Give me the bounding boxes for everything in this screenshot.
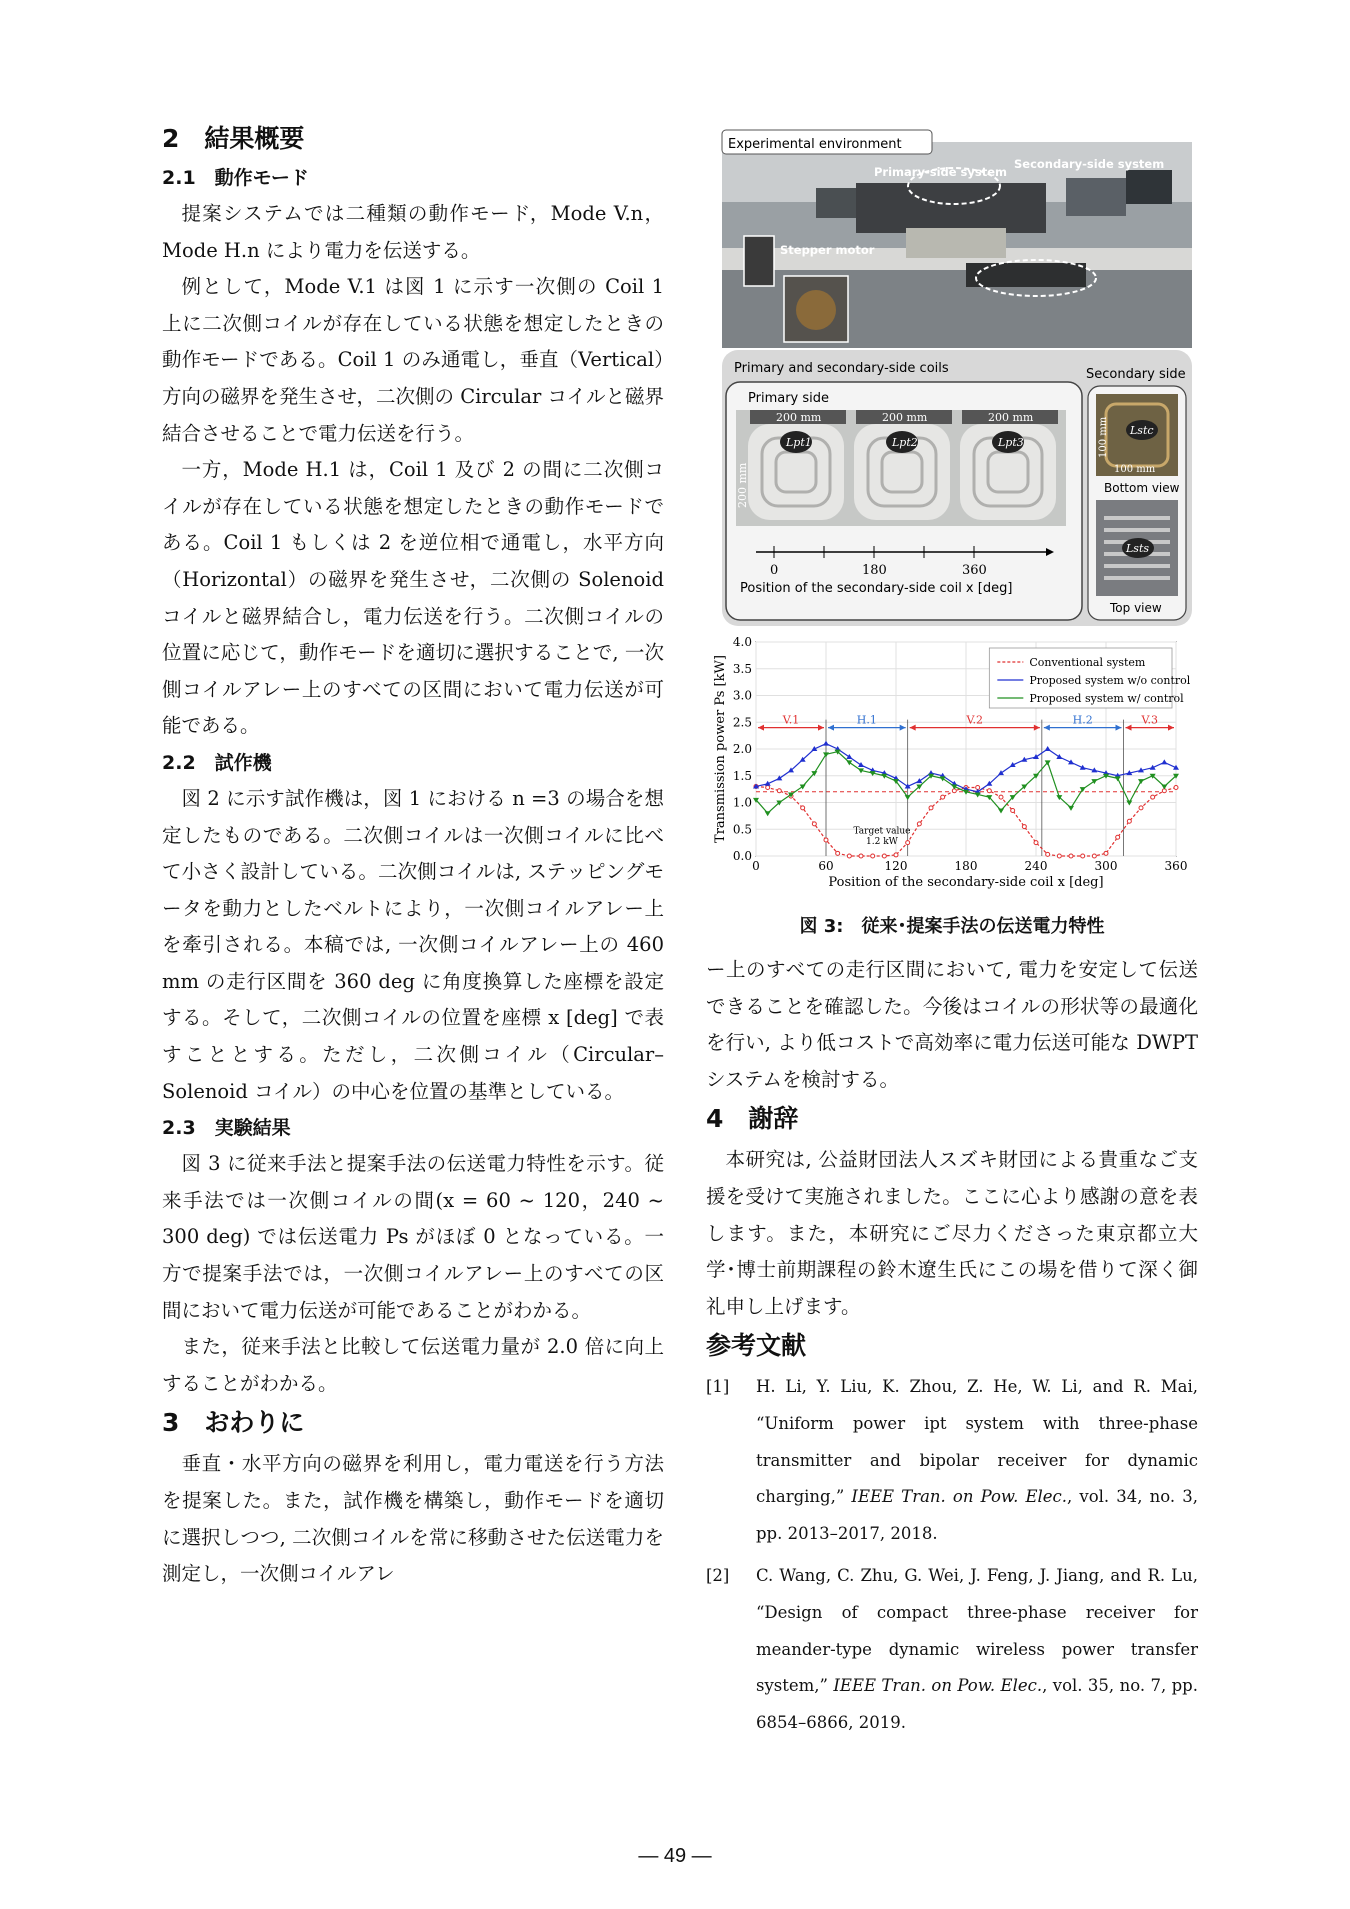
data-point: [1092, 854, 1096, 858]
coils-label: Primary and secondary-side coils: [734, 361, 949, 376]
data-point: [1151, 795, 1155, 799]
dim-1: 200 mm: [776, 411, 822, 424]
reference-1-details: , vol. 34, no. 3, pp. 2013–2017, 2018.: [756, 1487, 1198, 1543]
right-column: [706, 128, 1198, 1741]
dim-vertical: 200 mm: [736, 462, 749, 508]
data-point: [1116, 835, 1120, 839]
reference-1-authors: H. Li, Y. Liu, K. Zhou, Z. He, W. Li, and R. Mai, “Uniform power ipt system with three-phase transmitter and bipolar receiver for dynamic charging,”: [756, 1377, 1198, 1507]
lpt2-label: Lpt2: [892, 436, 918, 449]
y-tick-label: 1.0: [732, 795, 752, 810]
y-tick-label: 2.5: [732, 715, 752, 730]
reference-2-number: [2]: [706, 1566, 730, 1586]
section-4-title: 4 謝辞: [706, 1104, 799, 1134]
env-label: Experimental environment: [728, 137, 902, 152]
paragraph-prototype: 図 2 に示す試作機は，図 1 における n =3 の場合を想定したものである。二次側コイルは一次側コイルに比べて小さく設計している。二次側コイルは, ステッピングモータを動力としたベルトにより，一次側コイルアレー上を牽引される。本稿では, 一次側コイルアレー上の 460 mm の走行区間を 360 deg に角度換算した座標を設定する。そして，二次側コイルの位置を座標 x [deg] で表すこととする。ただし，二次側コイル（Circular–Solenoid コイル）の中心を位置の基準としている。: [162, 786, 664, 1103]
figure-2: [706, 128, 1198, 630]
legend-entry: Proposed system w/o control: [1029, 674, 1191, 687]
section-3-title: 3 おわりに: [162, 1408, 305, 1438]
data-point: [812, 822, 816, 826]
y-tick-label: 3.0: [732, 688, 752, 703]
figure-3-caption: 図 3: 従来･提案手法の伝送電力特性: [799, 916, 1105, 937]
axis-0: 0: [770, 563, 779, 578]
data-point: [917, 822, 921, 826]
data-point: [777, 789, 781, 793]
figure-3: [706, 634, 1198, 898]
data-point: [941, 795, 945, 799]
dim-2: 200 mm: [882, 411, 928, 424]
x-tick-label: 120: [884, 859, 908, 873]
data-point: [801, 806, 805, 810]
stepper-label: Stepper motor: [780, 243, 875, 257]
secondary-side-label: Secondary side: [1086, 367, 1186, 382]
section-2-2-title: 2.2 試作機: [162, 751, 272, 774]
data-point: [1034, 841, 1038, 845]
data-point: [1046, 852, 1050, 856]
dim-secondary-h: 100 mm: [1114, 464, 1156, 475]
data-point: [1139, 806, 1143, 810]
x-tick-label: 180: [954, 859, 978, 873]
data-point: [1127, 819, 1131, 823]
data-point: [766, 786, 770, 790]
reference-2: [706, 1558, 1198, 1741]
dim-3: 200 mm: [988, 411, 1034, 424]
section-2-title: 2 結果概要: [162, 124, 305, 153]
paragraph-conclusion-cont: ー上のすべての走行区間において, 電力を安定して伝送できることを確認した。今後はコイルの形状等の最適化を行い, より低コストで高効率に電力伝送可能な DWPT システムを検討する。: [706, 958, 1198, 1091]
mode-label: V.3: [1141, 713, 1159, 727]
target-label: Target value: [853, 826, 911, 837]
mode-label: H.2: [1072, 713, 1093, 727]
y-tick-label: 0.5: [732, 822, 752, 837]
section-2-1-title: 2.1 動作モード: [162, 167, 309, 189]
paragraph-acknowledgment: 本研究は, 公益財団法人スズキ財団による貴重なご支援を受けて実施されました。ここに心より感謝の意を表します。また，本研究にご尽力くださった東京都立大学･博士前期課程の鈴木遼生氏にこの場を借りて深く御礼申し上げます。: [706, 1148, 1198, 1318]
paragraph-modes: 提案システムでは二種類の動作モード，Mode V.n，Mode H.n により電力を伝送する。: [162, 202, 664, 262]
paragraph-mode-v1: 例として，Mode V.1 は図 1 に示す一次側の Coil 1 上に二次側コイルが存在している状態を想定したときの動作モードである。Coil 1 のみ通電し，垂直（Vertical）方向の磁界を発生させ，二次側の Circular コイルと磁界結合させることで電力伝送を行う。: [162, 275, 664, 445]
reference-1-number: [1]: [706, 1377, 730, 1397]
x-axis-label: Position of the secondary-side coil x [deg]: [828, 875, 1104, 890]
lstc-label: Lstc: [1130, 424, 1154, 437]
data-point: [824, 838, 828, 842]
data-point: [1011, 809, 1015, 813]
axis-180: 180: [862, 563, 887, 578]
lpt3-label: Lpt3: [998, 436, 1024, 449]
primary-side-label: Primary side: [748, 391, 830, 406]
x-tick-label: 240: [1024, 859, 1048, 873]
axis-360: 360: [962, 563, 987, 578]
y-tick-label: 3.5: [732, 661, 752, 676]
secondary-system-label: Secondary-side system: [1014, 157, 1165, 171]
legend-entry: Proposed system w/ control: [1029, 692, 1184, 705]
y-tick-label: 2.0: [732, 742, 752, 756]
x-tick-label: 0: [752, 859, 760, 873]
bottom-view-label: Bottom view: [1104, 481, 1180, 495]
figure-2-svg: [706, 128, 1192, 626]
data-point: [1174, 786, 1178, 790]
position-axis-label: Position of the secondary-side coil x [deg]: [740, 581, 1013, 596]
data-point: [906, 841, 910, 845]
data-point: [1022, 825, 1026, 829]
mode-label: H.1: [856, 713, 877, 727]
data-point: [859, 854, 863, 858]
mode-label: V.1: [782, 713, 800, 727]
data-point: [929, 806, 933, 810]
left-column: [162, 118, 664, 1593]
reference-2-details: , vol. 35, no. 7, pp. 6854–6866, 2019.: [756, 1676, 1198, 1732]
x-tick-label: 60: [818, 859, 834, 873]
mode-label: V.2: [966, 713, 984, 727]
y-tick-label: 4.0: [732, 635, 752, 649]
lsts-label: Lsts: [1126, 542, 1150, 555]
lpt1-label: Lpt1: [786, 436, 812, 449]
data-point: [1081, 854, 1085, 858]
data-point: [882, 854, 886, 858]
data-point: [836, 851, 840, 855]
power-chart: [706, 634, 1192, 894]
y-tick-label: 0.0: [732, 849, 752, 863]
references-title: 参考文献: [706, 1331, 807, 1361]
data-point: [1069, 854, 1073, 858]
data-point: [1057, 854, 1061, 858]
reference-2-authors: C. Wang, C. Zhu, G. Wei, J. Feng, J. Jiang, and R. Lu, “Design of compact three-phase receiver for meander-type dynamic wireless power transfer system,”: [756, 1566, 1198, 1696]
reference-2-journal: IEEE Tran. on Pow. Elec.: [833, 1676, 1043, 1696]
data-point: [847, 854, 851, 858]
dim-secondary-v: 100 mm: [1098, 416, 1109, 458]
paragraph-results: 図 3 に従来手法と提案手法の伝送電力特性を示す。従来手法では一次側コイルの間(x = 60 ~ 120，240 ~ 300 deg) では伝送電力 Ps がほぼ 0 となっている。一方で提案手法では，一次側コイルアレー上のすべての区間において電力伝送が可能であることがわかる。: [162, 1152, 664, 1322]
reference-1-journal: IEEE Tran. on Pow. Elec.: [851, 1487, 1068, 1507]
data-point: [1104, 851, 1108, 855]
section-2-3-title: 2.3 実験結果: [162, 1117, 291, 1140]
page-number: — 49 —: [638, 1845, 712, 1867]
x-tick-label: 360: [1164, 859, 1188, 873]
paragraph-mode-h1: 一方，Mode H.1 は，Coil 1 及び 2 の間に二次側コイルが存在している状態を想定したときの動作モードである。Coil 1 もしくは 2 を逆位相で通電し，水平方向（Horizontal）の磁界を発生させ，二次側の Solenoid コイルと磁界結合し，電力伝送を行う。二次側コイルの位置に応じて，動作モードを適切に選択することで, 一次側コイルアレー上のすべての区間において電力伝送が可能である。: [162, 458, 664, 738]
reference-1: [706, 1369, 1198, 1552]
top-view-label: Top view: [1110, 601, 1162, 615]
data-point: [871, 854, 875, 858]
paragraph-conclusion: 垂直・水平方向の磁界を利用し，電力電送を行う方法を提案した。また，試作機を構築し，動作モードを適切に選択しつつ, 二次側コイルを常に移動させた伝送電力を測定し，一次側コイルアレ: [162, 1452, 664, 1586]
target-value-label: 1.2 kW: [866, 837, 898, 848]
data-point: [987, 789, 991, 793]
data-point: [999, 795, 1003, 799]
y-tick-label: 1.5: [732, 768, 752, 783]
x-tick-label: 300: [1094, 859, 1118, 873]
paragraph-improvement: また，従来手法と比較して伝送電力量が 2.0 倍に向上することがわかる。: [162, 1335, 664, 1395]
data-point: [894, 853, 898, 857]
legend-entry: Conventional system: [1029, 656, 1146, 669]
primary-system-label: Primary-side system: [874, 165, 1008, 179]
y-axis-label: Transmission power Ps [kW]: [713, 655, 728, 843]
